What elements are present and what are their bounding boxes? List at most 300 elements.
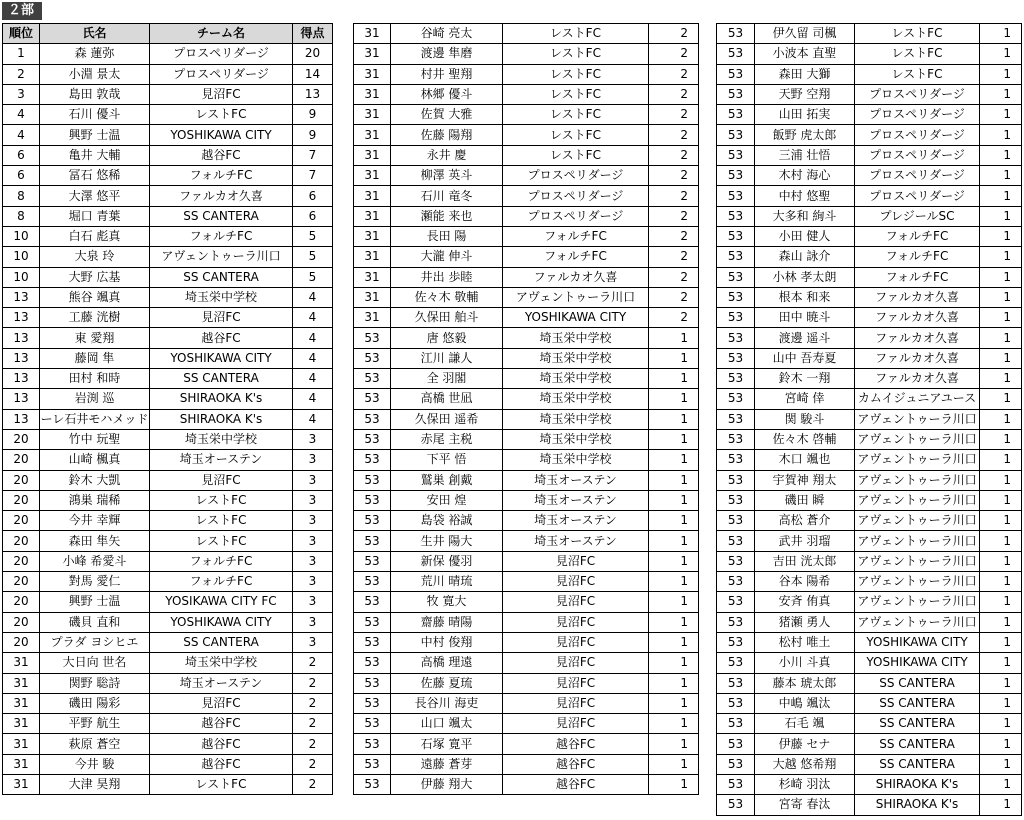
name-cell: 唐 悠毅 (391, 328, 503, 348)
rank-cell: 53 (717, 186, 755, 206)
rank-cell: 53 (717, 64, 755, 84)
name-cell: 遠藤 蒼芽 (391, 754, 503, 774)
name-cell: 柳澤 英斗 (391, 166, 503, 186)
team-cell: プロスペリダージ (855, 145, 980, 165)
rank-cell: 53 (717, 632, 755, 652)
team-cell: 埼玉オーステン (503, 490, 649, 510)
name-cell: 伊藤 セナ (755, 734, 855, 754)
goals-cell: 2 (293, 714, 333, 734)
rank-cell: 31 (3, 673, 40, 693)
rank-cell: 53 (354, 511, 391, 531)
team-cell: アヴェントゥーラ川口 (855, 511, 980, 531)
name-cell: 三浦 壮悟 (755, 145, 855, 165)
table-row (3, 774, 333, 794)
table-row (3, 125, 333, 145)
name-cell: 森 蓮弥 (40, 44, 150, 64)
name-cell: 佐々木 敬輔 (391, 287, 503, 307)
team-cell: フォルチFC (150, 226, 293, 246)
team-cell: ファルカオ久喜 (503, 267, 649, 287)
goals-cell: 2 (649, 64, 699, 84)
rank-cell: 53 (717, 125, 755, 145)
rank-cell: 8 (3, 206, 40, 226)
name-cell: 佐藤 夏琉 (391, 673, 503, 693)
name-cell: 對馬 愛仁 (40, 572, 150, 592)
rank-cell: 1 (3, 44, 40, 64)
rank-cell: 31 (3, 734, 40, 754)
team-cell: 越谷FC (503, 774, 649, 794)
goals-cell: 2 (649, 166, 699, 186)
team-cell: SHIRAOKA K's (855, 774, 980, 794)
name-cell: 松村 唯土 (755, 632, 855, 652)
goals-cell: 1 (649, 714, 699, 734)
rank-cell: 53 (717, 287, 755, 307)
rank-cell: 53 (354, 754, 391, 774)
name-cell: 萩原 蒼空 (40, 734, 150, 754)
name-cell: 武井 羽瑠 (755, 531, 855, 551)
rank-cell: 53 (717, 754, 755, 774)
name-cell: 谷本 陽希 (755, 572, 855, 592)
team-cell: プロスペリダージ (855, 186, 980, 206)
goals-cell: 1 (980, 470, 1022, 490)
rank-cell: 53 (354, 592, 391, 612)
team-cell: 見沼FC (503, 632, 649, 652)
team-cell: SS CANTERA (150, 206, 293, 226)
name-cell: 小川 斗真 (755, 653, 855, 673)
rank-cell: 13 (3, 308, 40, 328)
team-cell: レストFC (503, 44, 649, 64)
name-cell: 中村 悠聖 (755, 186, 855, 206)
goals-cell: 1 (980, 450, 1022, 470)
name-cell: 佐藤 陽翔 (391, 125, 503, 145)
name-cell: 大澤 悠平 (40, 186, 150, 206)
rank-cell: 53 (717, 267, 755, 287)
name-cell: 森田 大獅 (755, 64, 855, 84)
goals-cell: 1 (980, 511, 1022, 531)
goals-cell: 2 (293, 693, 333, 713)
team-cell: 見沼FC (503, 592, 649, 612)
name-cell: ーレ石井モハメッド (40, 409, 150, 429)
rank-cell: 13 (3, 328, 40, 348)
name-cell: 林郷 優斗 (391, 84, 503, 104)
rank-cell: 53 (354, 348, 391, 368)
name-cell: 山中 吾寿夏 (755, 348, 855, 368)
team-cell: YOSHIKAWA CITY (503, 308, 649, 328)
rank-cell: 31 (354, 24, 391, 44)
table-row (717, 267, 1022, 287)
name-cell: 中村 俊翔 (391, 632, 503, 652)
name-cell: 木口 颯也 (755, 450, 855, 470)
team-cell: SHIRAOKA K's (150, 409, 293, 429)
rank-cell: 20 (3, 511, 40, 531)
table-row (354, 551, 699, 571)
rank-cell: 53 (717, 693, 755, 713)
goals-cell: 1 (649, 612, 699, 632)
goals-cell: 1 (980, 64, 1022, 84)
goals-cell: 3 (293, 490, 333, 510)
goals-cell: 1 (980, 734, 1022, 754)
name-cell: 大泉 玲 (40, 247, 150, 267)
name-cell: 山口 颯太 (391, 714, 503, 734)
name-cell: 今井 駿 (40, 754, 150, 774)
team-cell: レストFC (150, 105, 293, 125)
team-cell: フォルチFC (855, 226, 980, 246)
rank-cell: 20 (3, 612, 40, 632)
table-row (3, 632, 333, 652)
goals-cell: 1 (649, 328, 699, 348)
team-cell: レストFC (855, 24, 980, 44)
team-cell: 埼玉オーステン (150, 450, 293, 470)
rank-cell: 53 (354, 470, 391, 490)
goals-cell: 1 (980, 389, 1022, 409)
team-cell: ファルカオ久喜 (855, 308, 980, 328)
rank-cell: 31 (354, 308, 391, 328)
header-row (3, 24, 333, 44)
name-cell: 興野 士温 (40, 592, 150, 612)
goals-cell: 1 (980, 186, 1022, 206)
goals-cell: 1 (980, 348, 1022, 368)
team-cell: アヴェントゥーラ川口 (855, 409, 980, 429)
team-cell: レストFC (855, 44, 980, 64)
goals-cell: 2 (649, 105, 699, 125)
table-row (717, 409, 1022, 429)
goals-cell: 13 (293, 84, 333, 104)
rank-cell: 20 (3, 429, 40, 449)
team-cell: アヴェントゥーラ川口 (855, 490, 980, 510)
table-row (717, 145, 1022, 165)
goals-cell: 5 (293, 267, 333, 287)
goals-cell: 3 (293, 511, 333, 531)
team-cell: アヴェントゥーラ川口 (855, 572, 980, 592)
table-row (3, 693, 333, 713)
team-cell: レストFC (150, 531, 293, 551)
rank-cell: 53 (354, 490, 391, 510)
name-cell: 石毛 颯 (755, 714, 855, 734)
table-row (3, 551, 333, 571)
goals-cell: 2 (293, 774, 333, 794)
team-cell: YOSHIKAWA CITY (150, 348, 293, 368)
team-cell: 埼玉オーステン (150, 673, 293, 693)
goals-cell: 2 (649, 186, 699, 206)
name-cell: 石塚 寛平 (391, 734, 503, 754)
team-cell: 埼玉栄中学校 (503, 429, 649, 449)
table-row (717, 673, 1022, 693)
team-cell: 見沼FC (503, 572, 649, 592)
rank-cell: 10 (3, 247, 40, 267)
header-name: 氏名 (40, 24, 150, 44)
table-row (3, 754, 333, 774)
rank-cell: 31 (3, 774, 40, 794)
goals-cell: 1 (980, 490, 1022, 510)
table-row (3, 572, 333, 592)
team-cell: アヴェントゥーラ川口 (855, 612, 980, 632)
table-row (3, 734, 333, 754)
name-cell: 磯貝 直和 (40, 612, 150, 632)
table-row (3, 389, 333, 409)
table-row (3, 612, 333, 632)
team-cell: 見沼FC (150, 308, 293, 328)
rank-cell: 31 (354, 267, 391, 287)
goals-cell: 1 (649, 734, 699, 754)
team-cell: SHIRAOKA K's (150, 389, 293, 409)
table-row (354, 186, 699, 206)
table-row (717, 653, 1022, 673)
rank-cell: 53 (717, 84, 755, 104)
table-row (354, 693, 699, 713)
goals-cell: 2 (649, 145, 699, 165)
table-row (717, 206, 1022, 226)
team-cell: 越谷FC (150, 714, 293, 734)
table-row (354, 44, 699, 64)
rank-cell: 53 (717, 572, 755, 592)
rank-cell: 53 (717, 612, 755, 632)
team-cell: 越谷FC (150, 754, 293, 774)
goals-cell: 4 (293, 369, 333, 389)
team-cell: レストFC (503, 125, 649, 145)
team-cell: 見沼FC (503, 612, 649, 632)
name-cell: 森山 詠介 (755, 247, 855, 267)
rank-cell: 31 (354, 186, 391, 206)
name-cell: 齋藤 晴陽 (391, 612, 503, 632)
team-cell: YOSHIKAWA CITY (855, 632, 980, 652)
name-cell: 亀井 大輔 (40, 145, 150, 165)
table-row (717, 572, 1022, 592)
rank-cell: 4 (3, 105, 40, 125)
table-row (717, 389, 1022, 409)
name-cell: 佐々木 啓輔 (755, 429, 855, 449)
header-team: チーム名 (150, 24, 293, 44)
name-cell: 長田 陽 (391, 226, 503, 246)
goals-cell: 1 (980, 774, 1022, 794)
team-cell: YOSHIKAWA CITY (855, 653, 980, 673)
rank-cell: 53 (354, 612, 391, 632)
team-cell: プロスペリダージ (503, 166, 649, 186)
team-cell: 見沼FC (150, 470, 293, 490)
name-cell: 磯田 陽彩 (40, 693, 150, 713)
name-cell: 飯野 虎太郎 (755, 125, 855, 145)
goals-cell: 2 (649, 125, 699, 145)
name-cell: 猪瀬 勇人 (755, 612, 855, 632)
rank-cell: 53 (717, 24, 755, 44)
name-cell: 関野 聡詩 (40, 673, 150, 693)
name-cell: 藤本 琥太郎 (755, 673, 855, 693)
rank-cell: 53 (354, 551, 391, 571)
table-row (354, 328, 699, 348)
team-cell: アヴェントゥーラ川口 (855, 429, 980, 449)
name-cell: 小林 孝太朗 (755, 267, 855, 287)
goals-cell: 1 (980, 226, 1022, 246)
goals-cell: 2 (649, 206, 699, 226)
goals-cell: 7 (293, 166, 333, 186)
rank-cell: 20 (3, 551, 40, 571)
rank-cell: 2 (3, 64, 40, 84)
team-cell: 越谷FC (150, 328, 293, 348)
team-cell: プロスペリダージ (150, 64, 293, 84)
name-cell: 下平 悟 (391, 450, 503, 470)
rank-cell: 53 (354, 693, 391, 713)
goals-cell: 1 (980, 125, 1022, 145)
name-cell: 中嶋 颯汰 (755, 693, 855, 713)
table-row (717, 24, 1022, 44)
goals-cell: 3 (293, 572, 333, 592)
team-cell: アヴェントゥーラ川口 (855, 470, 980, 490)
team-cell: フォルチFC (150, 551, 293, 571)
table-row (354, 632, 699, 652)
rank-cell: 53 (354, 774, 391, 794)
goals-cell: 1 (980, 632, 1022, 652)
goals-cell: 1 (649, 774, 699, 794)
name-cell: 田村 和時 (40, 369, 150, 389)
table-row (3, 287, 333, 307)
rank-cell: 53 (717, 714, 755, 734)
goals-cell: 4 (293, 348, 333, 368)
name-cell: 久保田 舶斗 (391, 308, 503, 328)
table-row (717, 450, 1022, 470)
goals-cell: 3 (293, 612, 333, 632)
table-row (717, 693, 1022, 713)
header-goals: 得点 (293, 24, 333, 44)
team-cell: SS CANTERA (855, 734, 980, 754)
name-cell: 杉崎 羽汰 (755, 774, 855, 794)
name-cell: 森田 隼矢 (40, 531, 150, 551)
goals-cell: 3 (293, 531, 333, 551)
name-cell: 小淵 景太 (40, 64, 150, 84)
rank-cell: 31 (354, 64, 391, 84)
goals-cell: 1 (649, 389, 699, 409)
rank-cell: 53 (717, 145, 755, 165)
table-row (717, 714, 1022, 734)
goals-cell: 9 (293, 105, 333, 125)
name-cell: 鈴木 一翔 (755, 369, 855, 389)
table-row (717, 531, 1022, 551)
name-cell: 平野 航生 (40, 714, 150, 734)
team-cell: レストFC (150, 774, 293, 794)
name-cell: 鷲巣 創戴 (391, 470, 503, 490)
rank-cell: 53 (717, 734, 755, 754)
table-row (3, 166, 333, 186)
table-row (354, 450, 699, 470)
table-row (354, 409, 699, 429)
rank-cell: 13 (3, 389, 40, 409)
rank-cell: 13 (3, 287, 40, 307)
goals-cell: 1 (980, 267, 1022, 287)
table-row (717, 612, 1022, 632)
rank-cell: 53 (717, 429, 755, 449)
rank-cell: 53 (717, 369, 755, 389)
name-cell: 安斉 侑真 (755, 592, 855, 612)
table-row (717, 754, 1022, 774)
name-cell: 工藤 洸樹 (40, 308, 150, 328)
rank-cell: 53 (717, 206, 755, 226)
rank-cell: 53 (717, 389, 755, 409)
rank-cell: 20 (3, 450, 40, 470)
table-row (3, 531, 333, 551)
team-cell: 埼玉オーステン (503, 511, 649, 531)
team-cell: 埼玉栄中学校 (503, 328, 649, 348)
team-cell: 埼玉栄中学校 (503, 409, 649, 429)
goals-cell: 2 (649, 226, 699, 246)
team-cell: SS CANTERA (855, 714, 980, 734)
rank-cell: 20 (3, 531, 40, 551)
rank-cell: 53 (354, 653, 391, 673)
goals-cell: 1 (980, 572, 1022, 592)
name-cell: 久保田 遥希 (391, 409, 503, 429)
table-row (354, 754, 699, 774)
goals-cell: 1 (649, 592, 699, 612)
name-cell: 磯田 瞬 (755, 490, 855, 510)
rank-cell: 20 (3, 572, 40, 592)
name-cell: 赤尾 主税 (391, 429, 503, 449)
table-row (354, 348, 699, 368)
goals-cell: 2 (293, 673, 333, 693)
name-cell: 石川 竜冬 (391, 186, 503, 206)
scorer-table-2 (353, 23, 699, 795)
table-row (717, 429, 1022, 449)
name-cell: 伊久留 司楓 (755, 24, 855, 44)
rank-cell: 31 (3, 714, 40, 734)
team-cell: 見沼FC (503, 551, 649, 571)
table-row (3, 226, 333, 246)
name-cell: 長谷川 海吏 (391, 693, 503, 713)
table-row (717, 511, 1022, 531)
team-cell: 見沼FC (503, 673, 649, 693)
team-cell: ファルカオ久喜 (150, 186, 293, 206)
team-cell: 埼玉栄中学校 (503, 389, 649, 409)
name-cell: 生井 陽大 (391, 531, 503, 551)
name-cell: 小波本 直聖 (755, 44, 855, 64)
goals-cell: 7 (293, 145, 333, 165)
rank-cell: 53 (717, 105, 755, 125)
rank-cell: 53 (354, 450, 391, 470)
table-row (354, 125, 699, 145)
name-cell: 荒川 晴琉 (391, 572, 503, 592)
team-cell: 埼玉オーステン (503, 531, 649, 551)
table-row (717, 551, 1022, 571)
table-row (717, 592, 1022, 612)
table-row (3, 511, 333, 531)
table-row (717, 105, 1022, 125)
goals-cell: 4 (293, 389, 333, 409)
rank-cell: 53 (354, 531, 391, 551)
team-cell: レストFC (503, 24, 649, 44)
table-row (354, 429, 699, 449)
goals-cell: 2 (293, 734, 333, 754)
rank-cell: 53 (717, 308, 755, 328)
rank-cell: 8 (3, 186, 40, 206)
goals-cell: 1 (980, 653, 1022, 673)
goals-cell: 2 (649, 84, 699, 104)
team-cell: レストFC (503, 64, 649, 84)
goals-cell: 1 (649, 531, 699, 551)
table-row (354, 734, 699, 754)
team-cell: SS CANTERA (150, 632, 293, 652)
rank-cell: 53 (354, 673, 391, 693)
table-row (717, 490, 1022, 510)
goals-cell: 9 (293, 125, 333, 145)
goals-cell: 2 (649, 267, 699, 287)
goals-cell: 3 (293, 551, 333, 571)
team-cell: アヴェントゥーラ川口 (150, 247, 293, 267)
rank-cell: 13 (3, 348, 40, 368)
team-cell: 埼玉栄中学校 (503, 369, 649, 389)
header-rank: 順位 (3, 24, 40, 44)
name-cell: 高松 蒼介 (755, 511, 855, 531)
goals-cell: 1 (980, 693, 1022, 713)
name-cell: 井出 歩睦 (391, 267, 503, 287)
name-cell: 永井 慶 (391, 145, 503, 165)
name-cell: 小峰 希愛斗 (40, 551, 150, 571)
table-row (354, 166, 699, 186)
name-cell: 宮寄 春汰 (755, 795, 855, 815)
